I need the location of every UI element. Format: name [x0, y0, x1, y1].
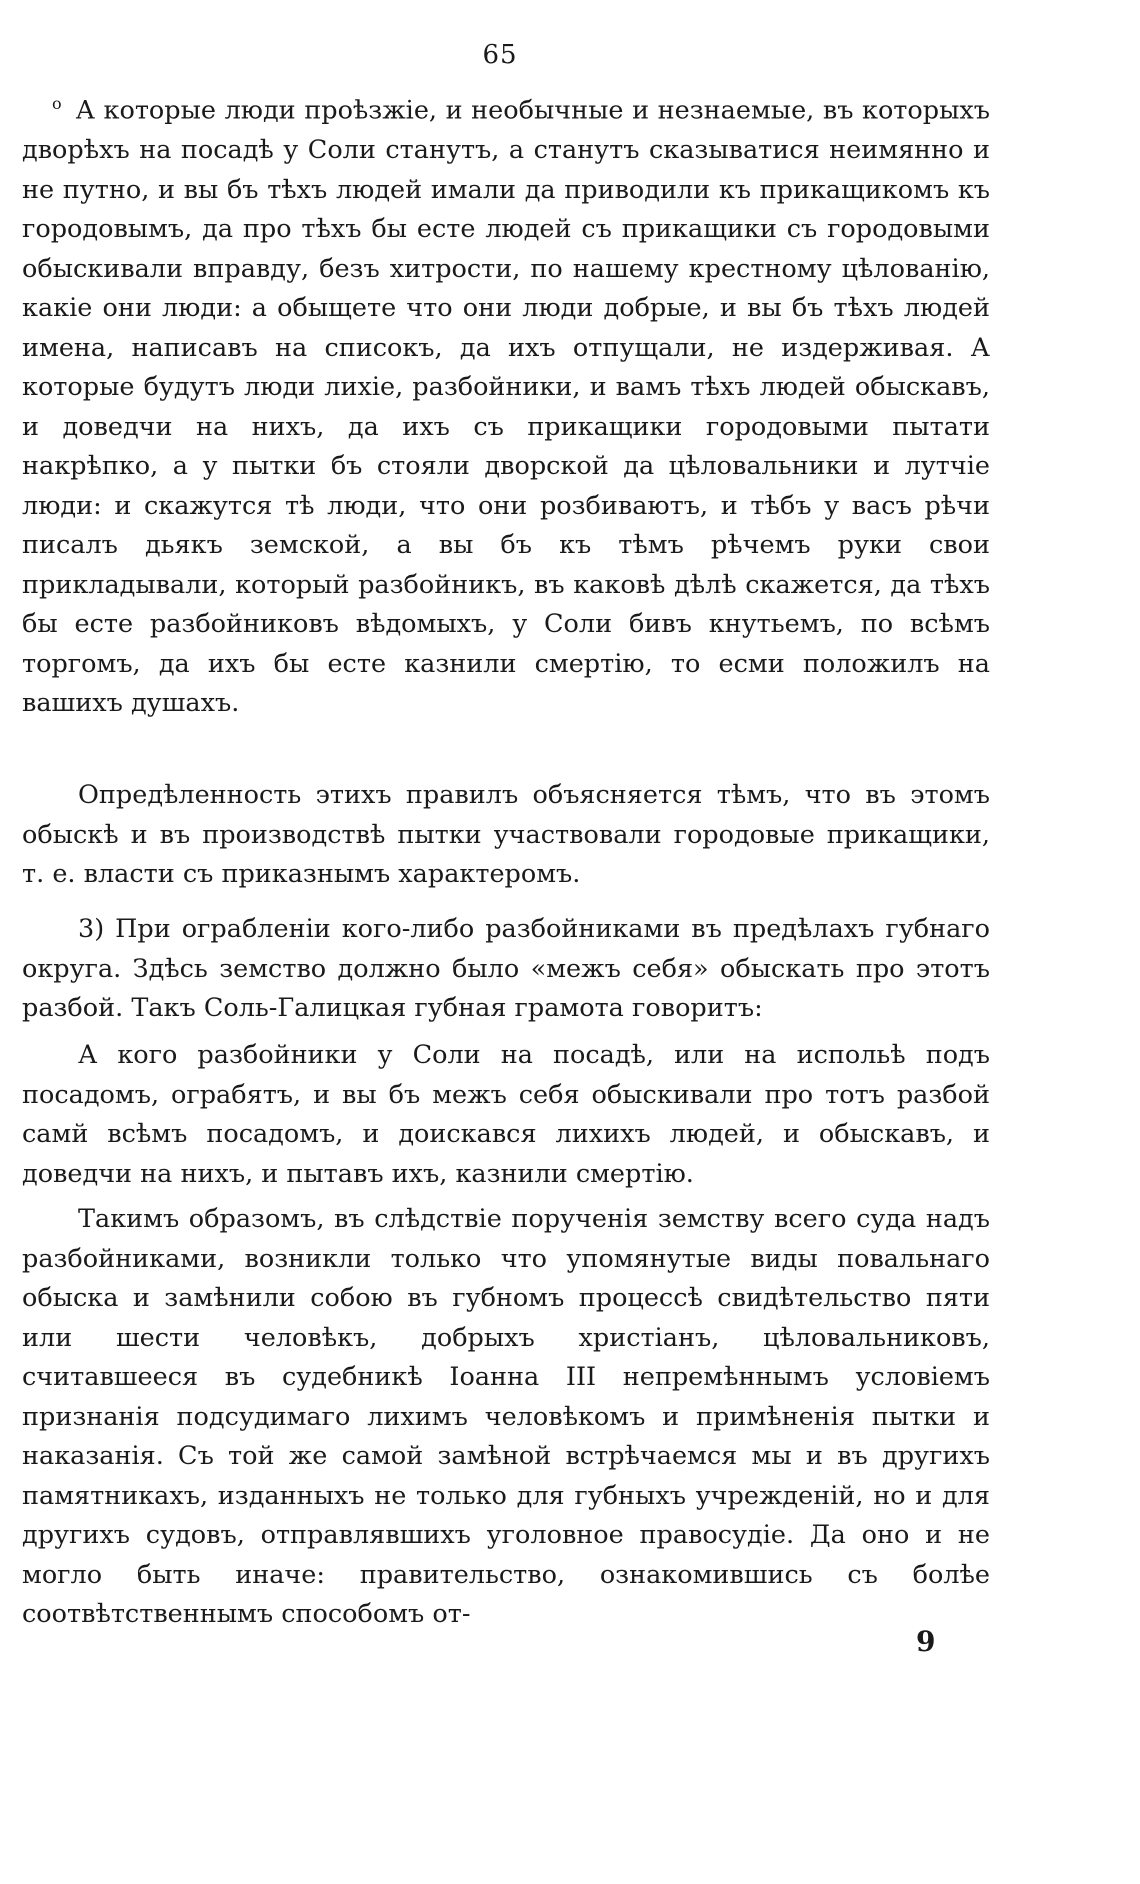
quote-2-text: А кого разбойники у Соли на посадѣ, или на испольѣ подъ посадомъ, ограбятъ, и вы бъ межъ себя обыскивали про тотъ разбой самй всѣмъ посадомъ, и доискався лихихъ людей, и обыскавъ, и доведчи на нихъ, и пытавъ ихъ, казнили смертію. — [22, 1040, 990, 1189]
quote-block-1 — [22, 84, 990, 724]
quote-marker: о — [52, 94, 62, 113]
quote-1-text: А которые люди проѣзжіе, и необычные и незнаемые, въ которыхъ дворѣхъ на посадѣ у Соли станутъ, а станутъ сказыватися неимянно и не путно, и вы бъ тѣхъ людей имали да приводили къ прикащикомъ къ городовымъ, да про тѣхъ бы есте людей съ прикащики съ городовыми обыскивали вправду, безъ хитрости, по нашему крестному цѣлованію, какіе они люди: а обыщете что они люди добрые, и вы бъ тѣхъ людей имена, написавъ на списокъ, да ихъ отпущали, не издерживая. А которые будутъ люди лихіе, разбойники, и вамъ тѣхъ людей обыскавъ, и доведчи на нихъ, да ихъ съ прикащики городовыми пытати накрѣпко, а у пытки бъ стояли дворской да цѣловальники и лутчіе люди: и скажутся тѣ люди, что они розбиваютъ, и тѣбъ у васъ рѣчи писалъ дьякъ земской, а вы бъ къ тѣмъ рѣчемъ руки свои прикладывали, который разбойникъ, въ каковѣ дѣлѣ скажется, да тѣхъ бы есте разбойниковъ вѣдомыхъ, у Соли бивъ кнутьемъ, по всѣмъ торгомъ, да ихъ бы есте казнили смертію, то есми положилъ на вашихъ душахъ. — [22, 95, 990, 718]
paragraph-3 — [22, 1200, 990, 1635]
paragraph-2-text: 3) При ограбленіи кого-либо разбойниками въ предѣлахъ губнаго округа. Здѣсь земство должно было «межъ себя» обыскать про этотъ разбой. Такъ Соль-Галицкая губная грамота говоритъ: — [22, 914, 990, 1023]
signature-mark: 9 — [916, 1625, 936, 1658]
page-number: 65 — [482, 40, 518, 70]
quote-block-2 — [22, 1036, 990, 1194]
paragraph-2 — [22, 910, 990, 1029]
paragraph-3-text: Такимъ образомъ, въ слѣдствіе порученія земству всего суда надъ разбойниками, возникли только что упомянутые виды повальнаго обыска и замѣнили собою въ губномъ процессѣ свидѣтельство пяти или шести человѣкъ, добрыхъ христіанъ, цѣловальниковъ, считавшееся въ судебникѣ Іоанна III непремѣннымъ условіемъ признанія подсудимаго лихимъ человѣкомъ и примѣненія пытки и наказанія. Съ той же самой замѣной встрѣчаемся мы и въ другихъ памятникахъ, изданныхъ не только для губныхъ учрежденій, но и для другихъ судовъ, отправлявшихъ уголовное правосудіе. Да оно и не могло быть иначе: правительство, ознакомившись съ болѣе соотвѣтственнымъ способомъ от- — [22, 1204, 990, 1629]
paragraph-1 — [22, 776, 990, 895]
paragraph-1-text: Опредѣленность этихъ правилъ объясняется тѣмъ, что въ этомъ обыскѣ и въ производствѣ пытки участвовали городовые прикащики, т. е. власти съ приказнымъ характеромъ. — [22, 780, 990, 889]
